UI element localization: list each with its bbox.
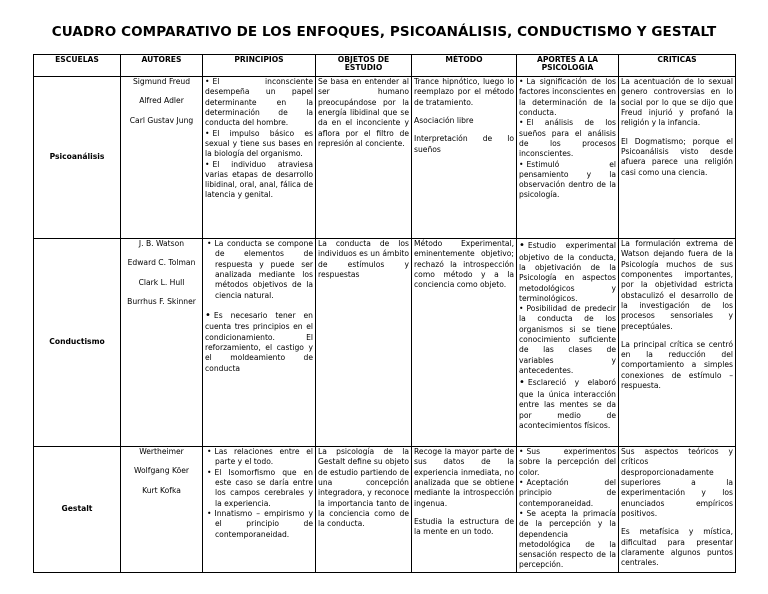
objects-cell: La conducta de los individuos es un ámbito de estímulos y respuestas <box>316 239 412 447</box>
principles-cell <box>203 239 316 447</box>
header-method: MÉTODO <box>412 55 517 77</box>
author-name: Edward C. Tolman <box>127 258 196 268</box>
contribution-item: • Se acepta la primacía de la percepción y la dependencia metodológica de la sensación respecto de la percepción. <box>519 509 616 571</box>
principles-cell <box>203 447 316 573</box>
contribution-item: • Estudio experimental objetivo de la conducta, la objetivación de la Psicología en aspectos metodológicos y terminológicos. <box>519 239 616 304</box>
method-cell <box>412 447 517 573</box>
header-criticism: CRITICAS <box>619 55 736 77</box>
principle-item: • Innatismo – empirismo y el principio de contemporaneidad. <box>205 509 313 540</box>
school-cell: Conductismo <box>34 239 121 447</box>
header-principles: PRINCIPIOS <box>203 55 316 77</box>
criticism-cell <box>619 239 736 447</box>
authors-cell <box>121 77 203 239</box>
method-cell <box>412 77 517 239</box>
table-row <box>34 447 736 573</box>
contributions-cell <box>517 77 619 239</box>
contribution-item: • Posibilidad de predecir la conducta de los organismos si se tiene conocimiento suficiente de las clases de variables y antecedentes. <box>519 304 616 376</box>
criticism-cell <box>619 447 736 573</box>
principle-item: • El Isomorfismo que en este caso se daría entre los campos cerebrales y la experiencia. <box>205 468 313 509</box>
contribution-item: • Esclareció y elaboró que la única interacción entre las mentes se da por medio de acontecimientos físicos. <box>519 376 616 431</box>
principle-item: • El impulso básico es sexual y tiene sus bases en la biología del organismo. <box>205 129 313 160</box>
criticism-item: La acentuación de lo sexual genero controversias en lo social por lo que se dijo que Freud injurió y profanó la religión y la infancia. <box>621 77 733 128</box>
contribution-item: • El análisis de los sueños para el análisis de los procesos inconscientes. <box>519 118 616 159</box>
principle-item: • Las relaciones entre el parte y el todo. <box>205 447 313 468</box>
author-name: Wertheimer <box>139 447 184 456</box>
author-name: Kurt Kofka <box>142 485 181 495</box>
comparison-table <box>33 54 736 573</box>
principle-item: • La conducta se compone de elementos de respuesta y puede ser analizada mediante los métodos objetivos de la ciencia natural. <box>205 239 313 301</box>
header-row <box>34 55 736 77</box>
principle-item: • El individuo atraviesa varias etapas de desarrollo libidinal, oral, anal, fálica de latencia y genital. <box>205 160 313 201</box>
objects-cell: Se basa en entender al ser humano preocupándose por la energía libidinal que se da en el inconciente y aflora por el filtro de represión al conciente. <box>316 77 412 239</box>
criticism-item: La formulación extrema de Watson dejando fuera de la Psicología muchos de sus componentes importantes, por la objetividad estricta obstaculizó el desarrollo de la investigación de los procesos sensoriales y preceptúales. <box>621 239 733 331</box>
author-name: Wolfgang Köer <box>133 466 190 476</box>
contributions-cell <box>517 447 619 573</box>
table-row <box>34 77 736 239</box>
method-item: Interpretación de lo sueños <box>414 134 514 154</box>
authors-cell <box>121 447 203 573</box>
author-name: Carl Gustav Jung <box>129 115 194 125</box>
author-name: Clark L. Hull <box>138 277 185 287</box>
principle-item: • Es necesario tener en cuenta tres principios en el condicionamiento. El reforzamiento, el castigo y el moldeamiento de conducta <box>205 309 313 374</box>
method-item: Estudia la estructura de la mente en un todo. <box>414 516 514 537</box>
principle-item: • El inconsciente desempeña un papel determinante en la determinación de la conducta del hombre. <box>205 77 313 129</box>
contribution-item: • Sus experimentos sobre la percepción del color. <box>519 447 616 478</box>
header-schools: ESCUELAS <box>34 55 121 77</box>
method-item: Asociación libre <box>414 115 474 125</box>
page-title: CUADRO COMPARATIVO DE LOS ENFOQUES, PSICOANÁLISIS, CONDUCTISMO Y GESTALT <box>51 24 717 40</box>
school-cell: Psicoanálisis <box>34 77 121 239</box>
school-cell: Gestalt <box>34 447 121 573</box>
contribution-item: • Aceptación del principio de contemporaneidad. <box>519 478 616 509</box>
principles-cell <box>203 77 316 239</box>
author-name: Burrhus F. Skinner <box>127 296 196 306</box>
method-item: Método Experimental, eminentemente objetivo; rechazó la introspección como método y a la conciencia como objeto. <box>414 239 514 290</box>
contribution-item: • Estimuló el pensamiento y la observación dentro de la psicología. <box>519 160 616 201</box>
criticism-item: El Dogmatismo; porque el Psicoanálisis visto desde afuera parece una religión casi como una ciencia. <box>621 136 733 177</box>
method-item: Recoge la mayor parte de sus datos de la experiencia inmediata, no analizada que se obtiene mediante la introspección ingenua. <box>414 447 514 508</box>
criticism-item: Sus aspectos teóricos y críticos desproporcionadamente superiores a la experimentación y los enunciados empíricos positivos. <box>621 447 733 518</box>
authors-cell <box>121 239 203 447</box>
method-cell <box>412 239 517 447</box>
header-objects: OBJETOS DE ESTUDIO <box>316 55 412 77</box>
contributions-cell <box>517 239 619 447</box>
contribution-item: • La significación de los factores inconscientes en la determinación de la conducta. <box>519 77 616 118</box>
table-row <box>34 239 736 447</box>
method-item: Trance hipnótico, luego lo reemplazo por el método de tratamiento. <box>414 77 514 107</box>
author-name: Sigmund Freud <box>132 77 191 86</box>
objects-cell: La psicología de la Gestalt define su objeto de estudio partiendo de una concepción integradora, y reconoce la importancia tanto de la conciencia como de la conducta. <box>316 447 412 573</box>
author-name: J. B. Watson <box>138 239 185 248</box>
criticism-cell <box>619 77 736 239</box>
header-contributions: APORTES A LA PSICOLOGIA <box>517 55 619 77</box>
author-name: Alfred Adler <box>139 96 184 106</box>
criticism-item: Es metafísica y mística, dificultad para presentar claramente algunos puntos centrales. <box>621 527 733 568</box>
criticism-item: La principal crítica se centró en la reducción del comportamiento a simples conexiones de estímulo – respuesta. <box>621 339 733 391</box>
header-authors: AUTORES <box>121 55 203 77</box>
